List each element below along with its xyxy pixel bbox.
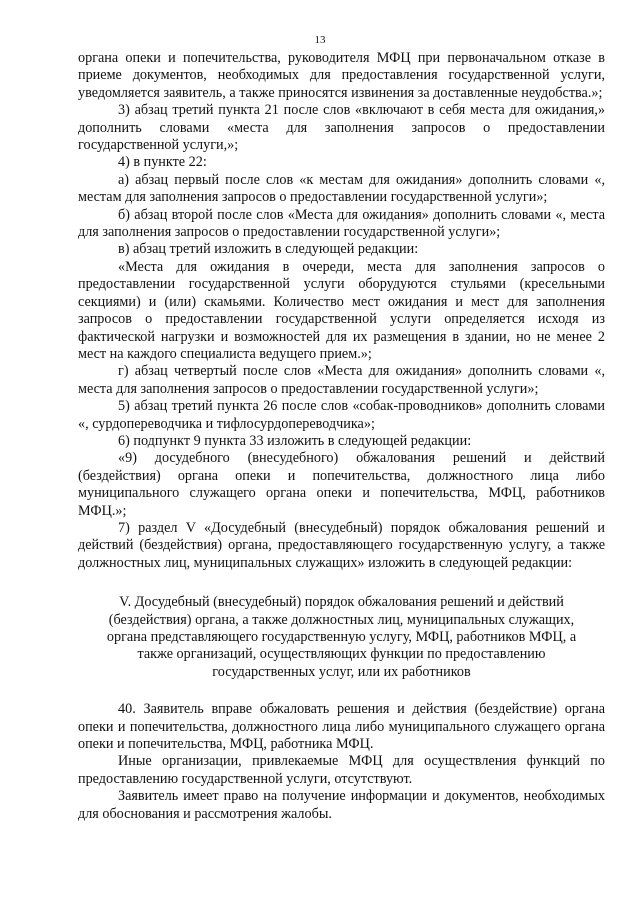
paragraph-item-4: 4) в пункте 22:	[118, 154, 207, 171]
paragraph-item-5: 5) абзац третий пункта 26 после слов «собак-проводников» дополнить словами «, сурдопереводчика и тифлосурдопереводчика»;	[78, 398, 605, 432]
paragraph-subitem-g: г) абзац четвертый после слов «Места для ожидания» дополнить словами «, места для заполнения запросов о предоставлении государственной услуги»;	[78, 363, 605, 397]
section-heading-line: V. Досудебный (внесудебный) порядок обжалования решений и действий	[119, 594, 564, 611]
paragraph-item-6: 6) подпункт 9 пункта 33 изложить в следующей редакции:	[118, 432, 472, 449]
paragraph-right-to-information: Заявитель имеет право на получение информации и документов, необходимых для обоснования и рассмотрения жалобы.	[78, 788, 605, 822]
paragraph-item-7: 7) раздел V «Досудебный (внесудебный) порядок обжалования решений и действий (бездействия) органа, предоставляющего государственную услугу, а также должностных лиц, муниципальных служащих» изложить в следующей редакции:	[78, 519, 605, 571]
section-heading	[78, 594, 605, 681]
paragraph-subitem-b: б) абзац второй после слов «Места для ожидания» дополнить словами «, места для заполнения запросов о предоставлении государственной услуги»;	[78, 206, 605, 241]
section-heading-line: (бездействия) органа, а также должностных лиц, муниципальных служащих,	[108, 611, 575, 628]
paragraph-subitem-a: а) абзац первый после слов «к местам для ожидания» дополнить словами «, местам для заполнения запросов о предоставлении государственной услуги»;	[78, 171, 605, 206]
paragraph-continuation: органа опеки и попечительства, руководителя МФЦ при первоначальном отказе в приеме документов, необходимых для предоставления государственной услуги, уведомляется заявитель, а также приносятся извинения за доставленные неудобства.»;	[78, 50, 605, 101]
paragraph-subitem-v: в) абзац третий изложить в следующей редакции:	[118, 241, 419, 258]
paragraph-item-3: 3) абзац третий пункта 21 после слов «включают в себя места для ожидания,» дополнить словами «места для заполнения запросов о предоставлении государственной услуги,»;	[78, 102, 605, 154]
section-heading-line: органа представляющего государственную услугу, МФЦ, работников МФЦ, а	[106, 629, 577, 645]
paragraph-item-40: 40. Заявитель вправе обжаловать решения и действия (бездействие) органа опеки и попечительства, должностного лица либо муниципального служащего органа опеки и попечительства, МФЦ, работника МФЦ.	[78, 701, 605, 753]
section-heading-line: государственных услуг, или их работников	[212, 663, 471, 680]
page-number: 13	[314, 34, 326, 46]
document-body	[78, 50, 605, 823]
paragraph-quoted-subitem-9: «9) досудебного (внесудебного) обжалования решений и действий (бездействия) органа опеки и попечительства, должностного лица либо муниципального служащего органа опеки и попечительства, МФЦ, работников МФЦ.»;	[78, 450, 605, 519]
paragraph-quoted-text: «Места для ожидания в очереди, места для заполнения запросов о предоставлении государственной услуги оборудуются стульями (кресельными секциями) и (или) скамьями. Количество мест ожидания и мест для заполнения запросов о предоставлении государственной услуги определяется исходя из фактической нагрузки и возможностей для их размещения в здании, но не менее 2 мест на каждого специалиста ведущего прием.»;	[78, 258, 605, 362]
paragraph-other-organizations: Иные организации, привлекаемые МФЦ для осуществления функций по предоставлению государственной услуги, отсутствуют.	[78, 753, 605, 787]
section-heading-line: также организаций, осуществляющих функции по предоставлению	[137, 646, 546, 663]
